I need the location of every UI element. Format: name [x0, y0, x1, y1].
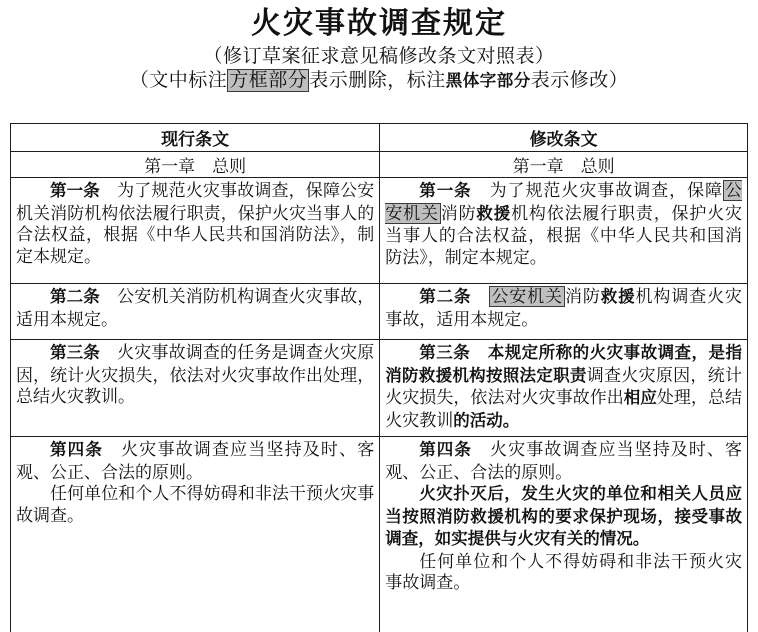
paragraph — [16, 286, 374, 330]
text-run: 表示修改） — [530, 70, 629, 91]
modified-text: 相应 — [623, 389, 657, 407]
table-row — [11, 340, 748, 437]
text-run: 公安机关消防机构调查火灾事故，适用本规定。 — [16, 287, 375, 329]
text-run: 火灾事故调查的任务是调查火灾原因，统计火灾损失，依法对火灾事故作出处理，总结火灾教训。 — [16, 343, 375, 406]
table-row — [11, 178, 748, 284]
table-head — [11, 124, 748, 178]
text-run: 火灾事故调查应当坚持及时、客观、公正、合法的原则。 — [385, 440, 743, 482]
revised-provision-cell — [380, 340, 748, 437]
text-run: 表示删除，标注 — [309, 70, 446, 91]
modified-text: 黑体字部分 — [445, 72, 531, 90]
modified-text: 本规定所称的火灾事故调查，是指消防救援机构按照法定职责 — [385, 344, 743, 385]
paragraph — [16, 180, 374, 267]
text-run: 火灾事故调查应当坚持及时、客观、公正、合法的原则。 — [16, 440, 375, 482]
column-header-revised: 修改条文 — [380, 124, 748, 152]
revised-provision-cell — [380, 284, 748, 340]
document-title: 火灾事故调查规定 — [251, 7, 507, 40]
text-run — [471, 287, 489, 306]
modified-text: 救援 — [600, 288, 636, 306]
revised-provision-cell — [380, 178, 748, 284]
modified-text: 第四条 — [50, 441, 103, 459]
deleted-text: 公安机关 — [491, 287, 563, 306]
chapter-cell-current: 第一章 总则 — [11, 152, 380, 178]
current-provision-cell — [11, 284, 380, 340]
revised-provision-cell — [380, 437, 748, 632]
modified-text: 第二条 — [50, 288, 100, 306]
column-header-current: 现行条文 — [11, 124, 380, 152]
text-run: 任何单位和个人不得妨碍和非法干预火灾事故调查。 — [16, 484, 375, 525]
text-run: 机构依法履行职责，保护火灾当事人的合法权益，根据《中华人民共和国消防法》，制定本规定。 — [385, 203, 743, 267]
text-run: 任何单位和个人不得妨碍和非法干预火灾事故调查。 — [385, 551, 742, 592]
paragraph — [16, 439, 374, 483]
comparison-table — [10, 123, 748, 632]
chapter-row — [11, 152, 748, 178]
text-run: 消防 — [564, 287, 601, 306]
document-subtitle: （修订草案征求意见稿修改条文对照表） — [203, 46, 555, 67]
paragraph — [16, 483, 374, 526]
current-provision-cell — [11, 437, 380, 632]
deleted-text: 方框部分 — [229, 70, 308, 91]
modified-text: 救援 — [476, 204, 512, 223]
legend-line — [0, 69, 758, 93]
current-provision-cell — [11, 178, 380, 284]
modified-text: 火灾扑灭后，发生火灾的单位和相关人员应当按照消防救援机构的要求保护现场，接受事故调查，如实提供与火灾有关的情况。 — [385, 485, 742, 548]
text-run: 为了规范火灾事故调查，保障 — [471, 181, 724, 200]
text-run — [470, 343, 488, 362]
paragraph — [385, 551, 742, 594]
text-run: 机构调查火灾事故，适用本规定。 — [385, 287, 743, 329]
table-row — [11, 437, 748, 632]
modified-text: 第一条 — [50, 182, 100, 200]
modified-text: 第一条 — [419, 182, 472, 200]
text-run: 调查火灾原因，统计火灾损失，依法对火灾事故作出 — [385, 365, 743, 407]
paragraph — [385, 483, 742, 551]
modified-text: 第四条 — [419, 441, 472, 459]
header-row — [11, 124, 748, 152]
paragraph — [385, 342, 742, 432]
modified-text: 的活动。 — [453, 411, 520, 430]
text-run: 处理，总结火灾教训 — [385, 388, 743, 430]
table-row — [11, 284, 748, 340]
modified-text: 第三条 — [419, 344, 471, 362]
paragraph — [385, 180, 742, 268]
chapter-cell-revised: 第一章 总则 — [380, 152, 748, 178]
paragraph — [385, 286, 742, 330]
text-run: 消防 — [440, 203, 477, 223]
paragraph — [385, 439, 742, 483]
current-provision-cell — [11, 340, 380, 437]
paragraph — [16, 342, 374, 408]
text-run: 为了规范火灾事故调查，保障公安机关消防机构依法履行职责，保护火灾当事人的合法权益，根据《中华人民共和国消防法》，制定本规定。 — [16, 181, 375, 266]
table-body — [11, 178, 748, 632]
deleted-text: 公安机关 — [385, 181, 743, 223]
text-run: （文中标注 — [129, 70, 228, 91]
modified-text: 第二条 — [419, 288, 472, 306]
modified-text: 第三条 — [50, 344, 100, 362]
